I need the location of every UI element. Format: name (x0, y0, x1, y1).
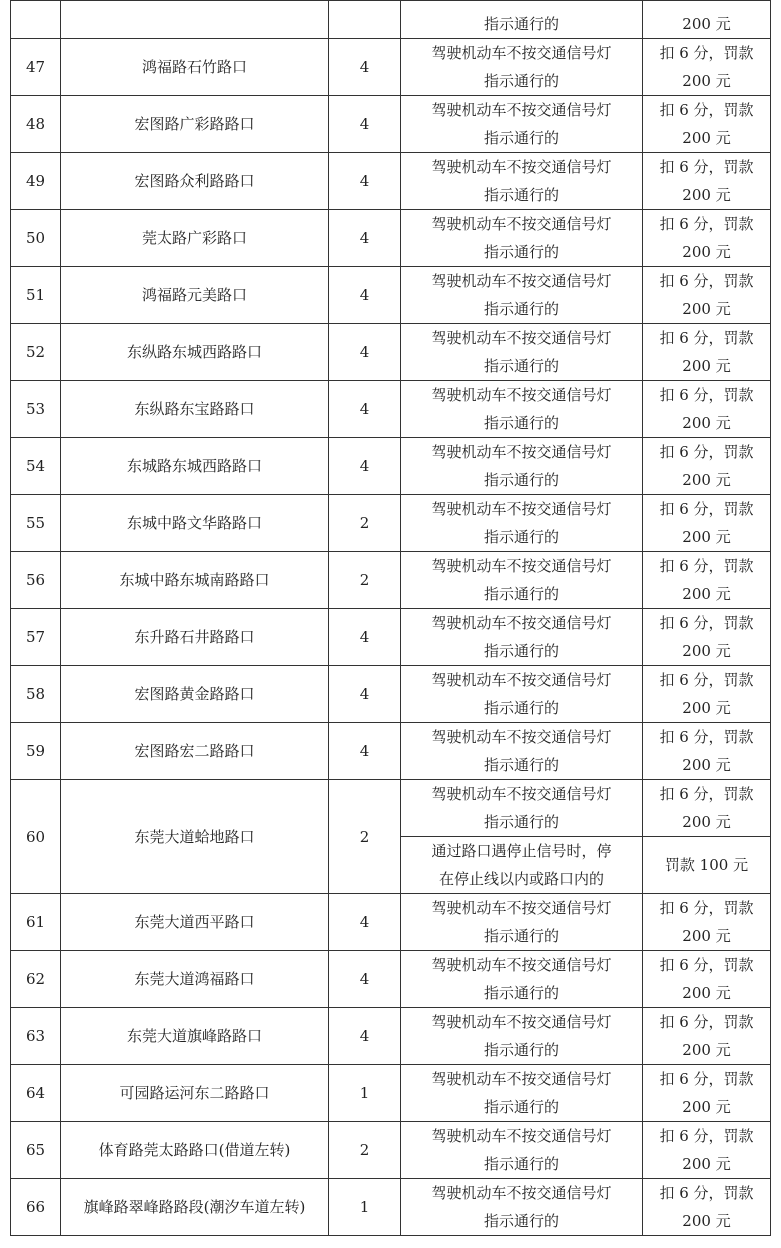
location-cell: 东莞大道鸿福路口 (61, 951, 329, 1008)
violation-line: 指示通行的 (483, 984, 559, 1002)
penalty-line: 扣 6 分，罚款 (659, 329, 754, 347)
penalty-line: 扣 6 分，罚款 (659, 44, 754, 62)
violation-line: 指示通行的 (483, 642, 559, 660)
violation-cell (401, 951, 643, 1008)
penalty-cell (643, 1, 771, 39)
no-cell (11, 1, 61, 39)
penalty-line: 扣 6 分，罚款 (659, 557, 754, 575)
violation-cell (401, 267, 643, 324)
penalty-line: 扣 6 分，罚款 (659, 443, 754, 461)
location-cell: 东纵路东宝路路口 (61, 381, 329, 438)
table-row (11, 1179, 771, 1236)
location-cell: 可园路运河东二路路口 (61, 1065, 329, 1122)
count-cell: 1 (329, 1179, 401, 1236)
count-cell: 4 (329, 96, 401, 153)
violation-cell (401, 1179, 643, 1236)
extra-penalty-cell: 罚款 100 元 (643, 837, 771, 894)
table-row (11, 153, 771, 210)
violation-line: 指示通行的 (483, 1155, 559, 1173)
location-cell: 东莞大道旗峰路路口 (61, 1008, 329, 1065)
no-cell: 66 (11, 1179, 61, 1236)
violation-cell (401, 666, 643, 723)
penalty-cell (643, 153, 771, 210)
violation-line: 指示通行的 (483, 243, 559, 261)
penalty-line: 200 元 (682, 186, 731, 204)
location-cell: 宏图路宏二路路口 (61, 723, 329, 780)
no-cell: 60 (11, 780, 61, 894)
no-cell: 65 (11, 1122, 61, 1179)
table-row (11, 267, 771, 324)
table-row (11, 324, 771, 381)
violation-cell (401, 552, 643, 609)
violation-line: 驾驶机动车不按交通信号灯 (431, 272, 612, 290)
penalty-line: 200 元 (682, 585, 731, 603)
count-cell: 4 (329, 324, 401, 381)
violation-line: 指示通行的 (483, 927, 559, 945)
violation-line: 驾驶机动车不按交通信号灯 (431, 443, 612, 461)
penalty-line: 扣 6 分，罚款 (659, 386, 754, 404)
table-row (11, 723, 771, 780)
table-body (11, 1, 771, 1236)
penalty-line: 扣 6 分，罚款 (659, 899, 754, 917)
violation-line: 驾驶机动车不按交通信号灯 (431, 899, 612, 917)
penalty-cell (643, 552, 771, 609)
violation-line: 指示通行的 (483, 357, 559, 375)
penalty-cell (643, 210, 771, 267)
no-cell: 61 (11, 894, 61, 951)
penalty-text: 200 元 (682, 15, 731, 33)
count-cell: 4 (329, 609, 401, 666)
location-cell: 宏图路广彩路路口 (61, 96, 329, 153)
no-cell: 48 (11, 96, 61, 153)
penalty-line: 扣 6 分，罚款 (659, 1127, 754, 1145)
penalty-cell (643, 609, 771, 666)
penalty-line: 200 元 (682, 243, 731, 261)
table-row (11, 39, 771, 96)
violation-line: 指示通行的 (483, 756, 559, 774)
location-cell: 宏图路黄金路路口 (61, 666, 329, 723)
location-cell: 东城中路文华路路口 (61, 495, 329, 552)
penalty-cell (643, 723, 771, 780)
penalty-line: 200 元 (682, 129, 731, 147)
violation-line: 指示通行的 (483, 699, 559, 717)
table-row (11, 438, 771, 495)
penalty-cell (643, 438, 771, 495)
penalty-line: 扣 6 分，罚款 (659, 272, 754, 290)
violation-line: 指示通行的 (483, 1041, 559, 1059)
violation-cell (401, 780, 643, 837)
violation-line: 驾驶机动车不按交通信号灯 (431, 1013, 612, 1031)
count-cell: 4 (329, 210, 401, 267)
violation-cell (401, 1008, 643, 1065)
no-cell: 47 (11, 39, 61, 96)
violation-line: 指示通行的 (483, 1212, 559, 1230)
extra-violation-cell (401, 837, 643, 894)
table-row (11, 780, 771, 837)
no-cell: 57 (11, 609, 61, 666)
table-row (11, 495, 771, 552)
violation-cell (401, 1065, 643, 1122)
table-row (11, 552, 771, 609)
violation-cell (401, 153, 643, 210)
location-cell: 莞太路广彩路口 (61, 210, 329, 267)
table-row (11, 1008, 771, 1065)
no-cell: 58 (11, 666, 61, 723)
violation-line: 指示通行的 (483, 186, 559, 204)
count-cell (329, 1, 401, 39)
violation-line: 指示通行的 (483, 813, 559, 831)
penalty-line: 200 元 (682, 528, 731, 546)
table-row (11, 894, 771, 951)
no-cell: 51 (11, 267, 61, 324)
penalty-line: 200 元 (682, 984, 731, 1002)
penalty-cell (643, 495, 771, 552)
no-cell: 49 (11, 153, 61, 210)
table-row (11, 1, 771, 39)
count-cell: 4 (329, 39, 401, 96)
no-cell: 54 (11, 438, 61, 495)
location-cell: 鸿福路石竹路口 (61, 39, 329, 96)
violation-cell (401, 1122, 643, 1179)
violation-line: 指示通行的 (483, 585, 559, 603)
violation-cell (401, 495, 643, 552)
penalty-cell (643, 780, 771, 837)
count-cell: 4 (329, 894, 401, 951)
penalty-line: 200 元 (682, 699, 731, 717)
count-cell: 4 (329, 666, 401, 723)
penalty-line: 200 元 (682, 1098, 731, 1116)
count-cell: 4 (329, 723, 401, 780)
violation-line: 驾驶机动车不按交通信号灯 (431, 386, 612, 404)
count-cell: 2 (329, 1122, 401, 1179)
violation-cell (401, 210, 643, 267)
violation-cell (401, 894, 643, 951)
violation-cell (401, 1, 643, 39)
location-cell (61, 1, 329, 39)
violation-line: 驾驶机动车不按交通信号灯 (431, 101, 612, 119)
table-row (11, 609, 771, 666)
violation-text: 指示通行的 (483, 15, 559, 33)
penalty-line: 扣 6 分，罚款 (659, 728, 754, 746)
no-cell: 52 (11, 324, 61, 381)
penalty-line: 200 元 (682, 1155, 731, 1173)
violation-line: 指示通行的 (483, 471, 559, 489)
no-cell: 64 (11, 1065, 61, 1122)
location-cell: 东莞大道蛤地路口 (61, 780, 329, 894)
count-cell: 4 (329, 381, 401, 438)
violation-cell (401, 39, 643, 96)
penalty-cell (643, 894, 771, 951)
violation-line: 指示通行的 (483, 1098, 559, 1116)
table-row (11, 951, 771, 1008)
no-cell: 56 (11, 552, 61, 609)
violation-cell (401, 324, 643, 381)
no-cell: 59 (11, 723, 61, 780)
penalty-line: 200 元 (682, 1041, 731, 1059)
violation-line: 指示通行的 (483, 129, 559, 147)
table-row (11, 381, 771, 438)
violation-line: 驾驶机动车不按交通信号灯 (431, 671, 612, 689)
violation-cell (401, 438, 643, 495)
table-row (11, 666, 771, 723)
penalty-cell (643, 1008, 771, 1065)
penalty-line: 200 元 (682, 300, 731, 318)
count-cell: 4 (329, 1008, 401, 1065)
violation-line: 驾驶机动车不按交通信号灯 (431, 728, 612, 746)
no-cell: 62 (11, 951, 61, 1008)
violation-line: 驾驶机动车不按交通信号灯 (431, 785, 612, 803)
location-cell: 东莞大道西平路口 (61, 894, 329, 951)
penalty-line: 200 元 (682, 414, 731, 432)
penalty-line: 200 元 (682, 927, 731, 945)
violation-line: 驾驶机动车不按交通信号灯 (431, 158, 612, 176)
penalty-line: 200 元 (682, 756, 731, 774)
penalty-line: 200 元 (682, 357, 731, 375)
no-cell: 50 (11, 210, 61, 267)
penalty-line: 扣 6 分，罚款 (659, 101, 754, 119)
violation-table (10, 0, 771, 1236)
table-row (11, 1122, 771, 1179)
violation-line: 驾驶机动车不按交通信号灯 (431, 44, 612, 62)
location-cell: 宏图路众利路路口 (61, 153, 329, 210)
count-cell: 4 (329, 951, 401, 1008)
penalty-cell (643, 267, 771, 324)
table-row (11, 1065, 771, 1122)
penalty-line: 扣 6 分，罚款 (659, 1070, 754, 1088)
penalty-line: 扣 6 分，罚款 (659, 671, 754, 689)
penalty-cell (643, 666, 771, 723)
violation-cell (401, 381, 643, 438)
violation-line: 驾驶机动车不按交通信号灯 (431, 614, 612, 632)
extra-violation-line: 通过路口遇停止信号时，停 (431, 842, 612, 860)
location-cell: 东升路石井路路口 (61, 609, 329, 666)
count-cell: 2 (329, 495, 401, 552)
violation-cell (401, 723, 643, 780)
penalty-line: 扣 6 分，罚款 (659, 500, 754, 518)
penalty-cell (643, 96, 771, 153)
penalty-line: 200 元 (682, 72, 731, 90)
table-row (11, 210, 771, 267)
penalty-line: 扣 6 分，罚款 (659, 215, 754, 233)
count-cell: 2 (329, 552, 401, 609)
no-cell: 53 (11, 381, 61, 438)
penalty-line: 200 元 (682, 1212, 731, 1230)
violation-line: 驾驶机动车不按交通信号灯 (431, 1070, 612, 1088)
table-row (11, 96, 771, 153)
violation-cell (401, 609, 643, 666)
count-cell: 4 (329, 267, 401, 324)
penalty-line: 200 元 (682, 471, 731, 489)
extra-violation-line: 在停止线以内或路口内的 (438, 870, 604, 888)
penalty-line: 扣 6 分，罚款 (659, 785, 754, 803)
count-cell: 4 (329, 153, 401, 210)
violation-line: 驾驶机动车不按交通信号灯 (431, 500, 612, 518)
location-cell: 东纵路东城西路路口 (61, 324, 329, 381)
location-cell: 体育路莞太路路口(借道左转) (61, 1122, 329, 1179)
penalty-line: 扣 6 分，罚款 (659, 1184, 754, 1202)
violation-line: 指示通行的 (483, 414, 559, 432)
penalty-cell (643, 381, 771, 438)
count-cell: 2 (329, 780, 401, 894)
violation-line: 驾驶机动车不按交通信号灯 (431, 329, 612, 347)
no-cell: 63 (11, 1008, 61, 1065)
penalty-line: 扣 6 分，罚款 (659, 956, 754, 974)
count-cell: 1 (329, 1065, 401, 1122)
violation-line: 指示通行的 (483, 300, 559, 318)
penalty-cell (643, 324, 771, 381)
penalty-line: 200 元 (682, 642, 731, 660)
penalty-line: 扣 6 分，罚款 (659, 614, 754, 632)
violation-line: 驾驶机动车不按交通信号灯 (431, 215, 612, 233)
penalty-cell (643, 951, 771, 1008)
count-cell: 4 (329, 438, 401, 495)
violation-line: 指示通行的 (483, 72, 559, 90)
location-cell: 东城路东城西路路口 (61, 438, 329, 495)
penalty-line: 扣 6 分，罚款 (659, 158, 754, 176)
violation-cell (401, 96, 643, 153)
no-cell: 55 (11, 495, 61, 552)
violation-line: 驾驶机动车不按交通信号灯 (431, 557, 612, 575)
penalty-cell (643, 1179, 771, 1236)
location-cell: 旗峰路翠峰路路段(潮汐车道左转) (61, 1179, 329, 1236)
penalty-cell (643, 39, 771, 96)
penalty-cell (643, 1065, 771, 1122)
violation-line: 驾驶机动车不按交通信号灯 (431, 1184, 612, 1202)
violation-line: 指示通行的 (483, 528, 559, 546)
penalty-line: 扣 6 分，罚款 (659, 1013, 754, 1031)
penalty-cell (643, 1122, 771, 1179)
penalty-line: 200 元 (682, 813, 731, 831)
location-cell: 东城中路东城南路路口 (61, 552, 329, 609)
location-cell: 鸿福路元美路口 (61, 267, 329, 324)
violation-line: 驾驶机动车不按交通信号灯 (431, 956, 612, 974)
violation-line: 驾驶机动车不按交通信号灯 (431, 1127, 612, 1145)
